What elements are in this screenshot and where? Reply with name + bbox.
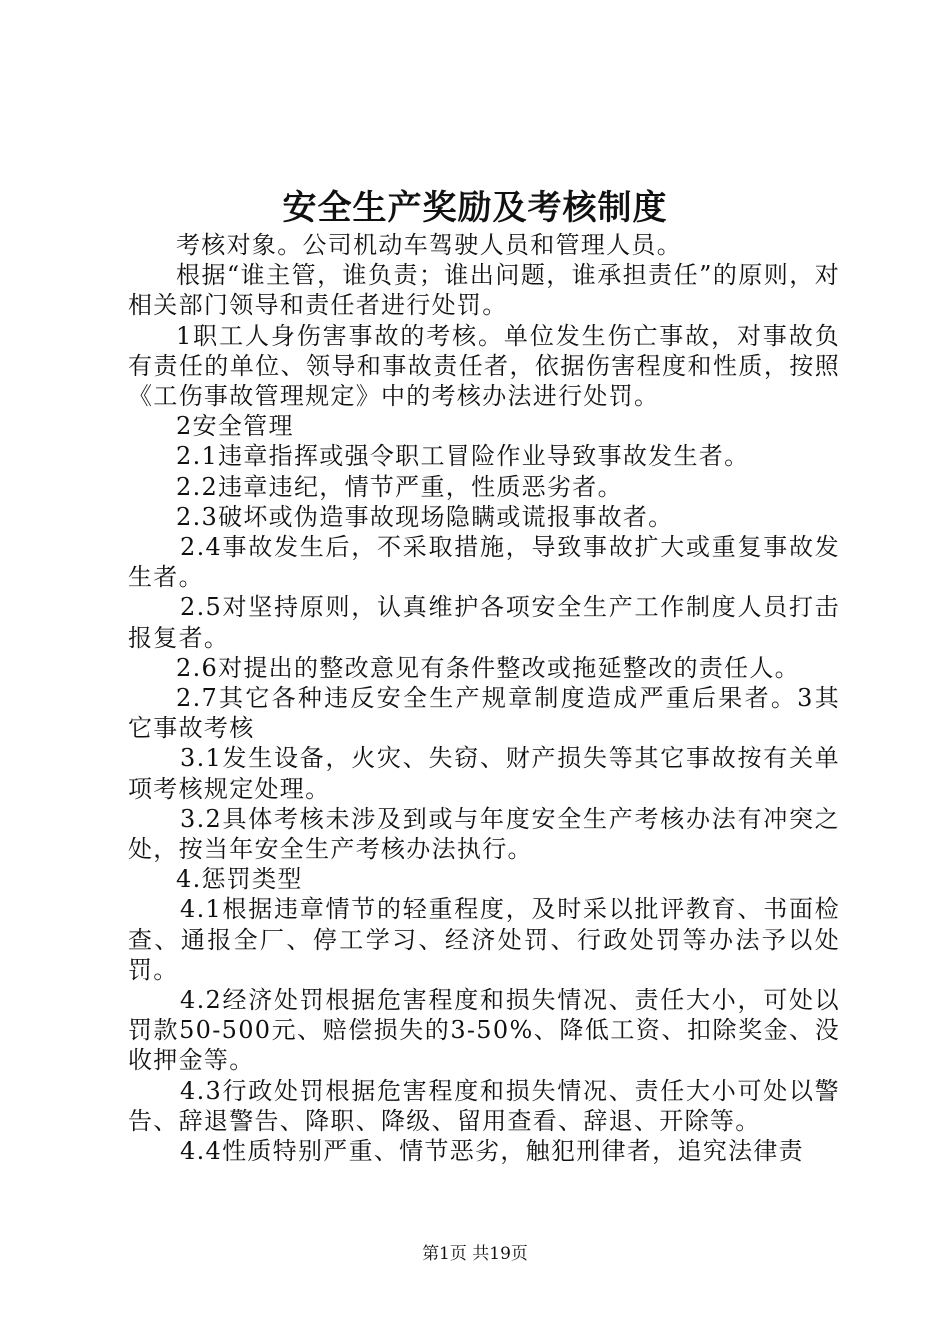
paragraph: 3.2具体考核未涉及到或与年度安全生产考核办法有冲突之处，按当年安全生产考核办法执行。 <box>128 804 840 864</box>
paragraph: 2.1违章指挥或强令职工冒险作业导致事故发生者。 <box>176 442 750 471</box>
paragraph: 4.2经济处罚根据危害程度和损失情况、责任大小，可处以罚款50-500元、赔偿损失的3-50%、降低工资、扣除奖金、没收押金等。 <box>128 986 840 1075</box>
paragraph: 3.1发生设备，火灾、失窃、财产损失等其它事故按有关单项考核规定处理。 <box>128 744 840 803</box>
paragraph: 2.6对提出的整改意见有条件整改或拖延整改的责任人。 <box>176 653 800 682</box>
paragraph: 4.1根据违章情节的轻重程度，及时采以批评教育、书面检查、通报全厂、停工学习、经济处罚、行政处罚等办法予以处罚。 <box>128 895 840 984</box>
paragraph: 4.3行政处罚根据危害程度和损失情况、责任大小可处以警告、辞退警告、降职、降级、留用查看、辞退、开除等。 <box>128 1076 840 1135</box>
page-footer: 第1页 共19页 <box>422 1244 528 1264</box>
paragraph: 1职工人身伤害事故的考核。单位发生伤亡事故，对事故负有责任的单位、领导和事故责任者，依据伤害程度和性质，按照《工伤事故管理规定》中的考核办法进行处罚。 <box>128 321 840 411</box>
paragraph: 2.2违章违纪，情节严重，性质恶劣者。 <box>176 472 623 501</box>
section-heading: 2安全管理 <box>176 412 294 441</box>
paragraph: 2.4事故发生后，不采取措施，导致事故扩大或重复事故发生者。 <box>128 533 840 592</box>
paragraph: 2.7其它各种违反安全生产规章制度造成严重后果者。3其它事故考核 <box>128 684 840 743</box>
paragraph: 根据“谁主管，谁负责；谁出问题，谁承担责任”的原则，对相关部门领导和责任者进行处罚。 <box>128 261 840 320</box>
document-title: 安全生产奖励及考核制度 <box>282 188 668 228</box>
paragraph: 4.4性质特别严重、情节恶劣，触犯刑律者，追究法律责 <box>180 1137 804 1166</box>
paragraph: 2.5对坚持原则，认真维护各项安全生产工作制度人员打击报复者。 <box>128 593 840 652</box>
section-heading: 4.惩罚类型 <box>176 865 303 894</box>
paragraph: 2.3破坏或伪造事故现场隐瞒或谎报事故者。 <box>176 502 674 531</box>
paragraph: 考核对象。公司机动车驾驶人员和管理人员。 <box>176 231 682 259</box>
document-body <box>128 230 840 1166</box>
